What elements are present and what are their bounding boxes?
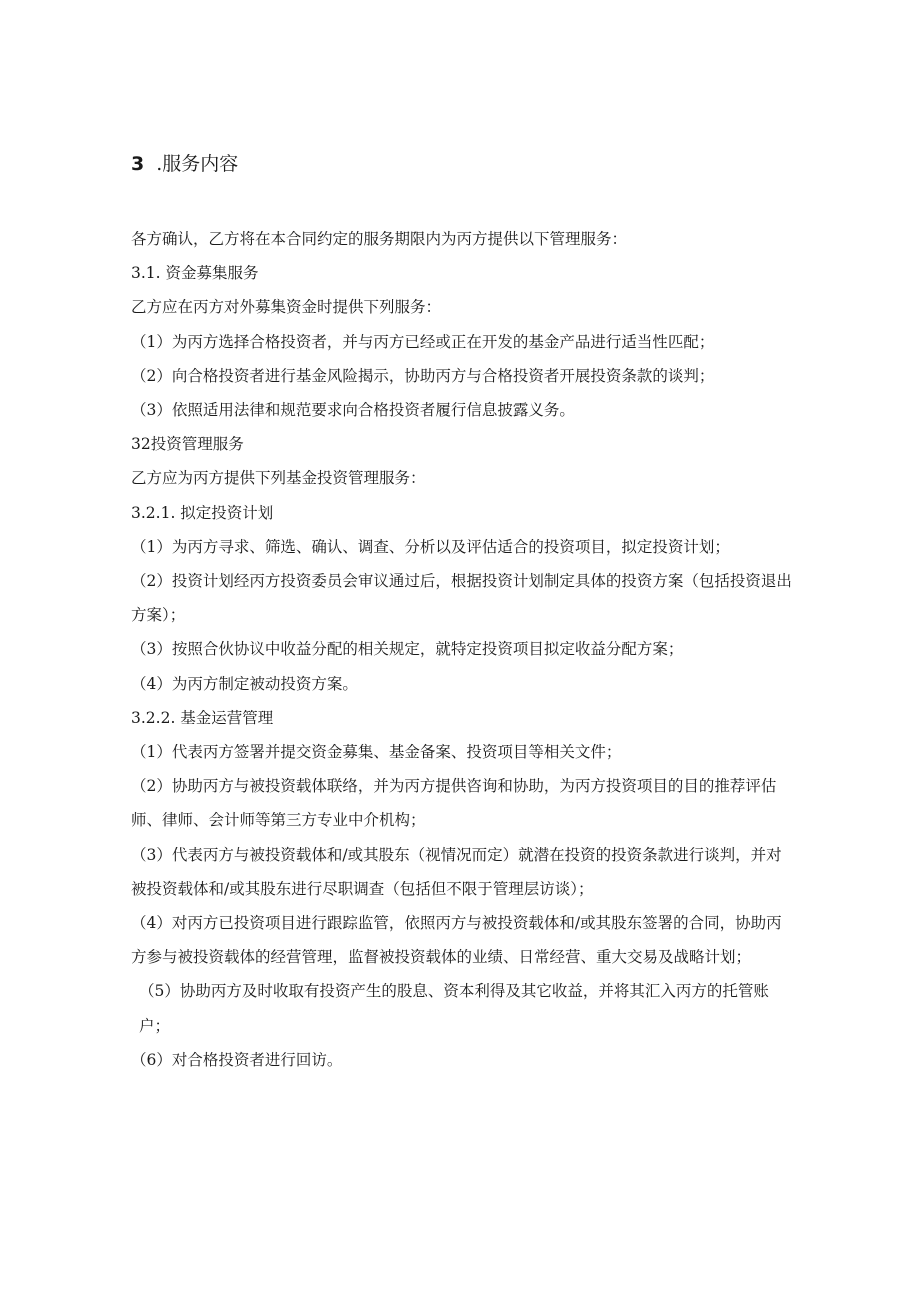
section-body [131, 222, 793, 1077]
subsection-heading-3-1: 3.1. 资金募集服务 [131, 264, 259, 283]
paragraph: 乙方应为丙方提供下列基金投资管理服务： [131, 469, 426, 488]
list-item: （3）代表丙方与被投资载体和/或其股东（视情况而定）就潜在投资的投资条款进行谈判，并对被投资载体和/或其股东进行尽职调查（包括但不限于管理层访谈）； [131, 845, 782, 898]
list-item: （3）依照适用法律和规范要求向合格投资者履行信息披露义务。 [131, 401, 575, 420]
section-heading [131, 150, 238, 178]
subsection-heading-3-2-1: 3.2.1. 拟定投资计划 [131, 503, 274, 522]
list-item: （4）为丙方制定被动投资方案。 [131, 674, 358, 693]
subsection-heading-3-2: 32投资管理服务 [131, 435, 244, 454]
section-number: 3 [131, 153, 145, 175]
section-title: .服务内容 [156, 153, 239, 175]
list-item: （6）对合格投资者进行回访。 [131, 1050, 343, 1069]
list-item: （1）为丙方寻求、筛选、确认、调查、分析以及评估适合的投资项目，拟定投资计划； [131, 537, 730, 556]
paragraph-intro: 各方确认，乙方将在本合同约定的服务期限内为丙方提供以下管理服务： [131, 230, 628, 248]
list-item: （3）按照合伙协议中收益分配的相关规定，就特定投资项目拟定收益分配方案； [131, 640, 684, 659]
list-item: （4）对丙方已投资项目进行跟踪监管，依照丙方与被投资载体和/或其股东签署的合同，协助丙方参与被投资载体的经营管理，监督被投资载体的业绩、日常经营、重大交易及战略计划； [131, 914, 782, 967]
list-item: （5）协助丙方及时收取有投资产生的股息、资本利得及其它收益，并将其汇入丙方的托管账户； [139, 982, 769, 1035]
list-item: （1）为丙方选择合格投资者，并与丙方已经或正在开发的基金产品进行适当性匹配； [131, 332, 715, 351]
list-item: （2）投资计划经丙方投资委员会审议通过后，根据投资计划制定具体的投资方案（包括投资退出方案）； [131, 572, 792, 625]
list-item: （2）协助丙方与被投资载体联络，并为丙方提供咨询和协助，为丙方投资项目的目的推荐评估师、律师、会计师等第三方专业中介机构； [131, 777, 777, 830]
subsection-heading-3-2-2: 3.2.2. 基金运营管理 [131, 708, 274, 727]
list-item: （2）向合格投资者进行基金风险揭示，协助丙方与合格投资者开展投资条款的谈判； [131, 366, 715, 385]
list-item: （1）代表丙方签署并提交资金募集、基金备案、投资项目等相关文件； [131, 743, 622, 762]
paragraph: 乙方应在丙方对外募集资金时提供下列服务： [131, 298, 442, 317]
